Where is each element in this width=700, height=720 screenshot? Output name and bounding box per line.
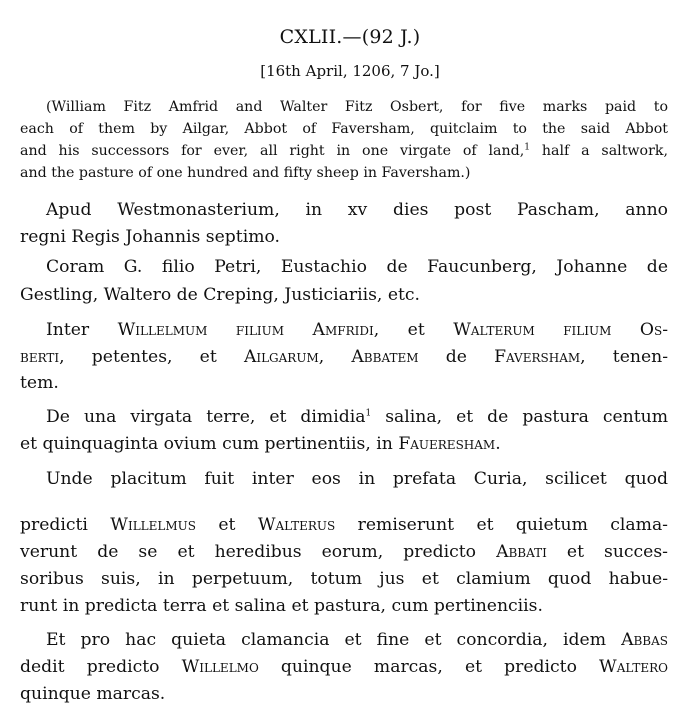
para3-line-3: tem. (20, 373, 59, 393)
para5-line-5: runt in predicta terra et salina et pastura, cum pertinenciis. (20, 596, 543, 616)
para4-l2-a: et quinquaginta ovium cum pertinentiis, in (20, 434, 399, 454)
para2-line-2: Gestling, Waltero de Creping, Justiciariis, etc. (20, 285, 420, 305)
para1-line-2: regni Regis Johannis septimo. (20, 227, 280, 247)
document-date: [16th April, 1206, 7 Jo.] (260, 62, 440, 80)
para3-line-1 (46, 317, 668, 344)
para5-l3-c: et succes- (546, 542, 668, 562)
para4-l2-c: . (495, 434, 501, 454)
place-faueresham: Faueresham (398, 434, 496, 454)
summary-line-2: each of them by Ailgar, Abbot of Faversham, quitclaim to the said Abbot (20, 121, 668, 137)
name-abbati: Abbati (496, 542, 547, 562)
name-walterum: Walterum filium Os- (453, 320, 668, 340)
summary-line-3 (20, 140, 668, 162)
para1-line-1: Apud Westmonasterium, in xv dies post Pascham, anno (46, 200, 668, 220)
para3-l1-a: Inter (46, 320, 118, 340)
para3-l2-d: de (418, 347, 495, 367)
para5-line-2 (20, 512, 668, 539)
footnote-marker-2: 1 (365, 408, 372, 419)
para6-l2-a: dedit predicto (20, 657, 182, 677)
para3-l2-b: , petentes, et (59, 347, 244, 367)
para4-line-2 (20, 431, 501, 458)
summary-line-4: and the pasture of one hundred and fifty sheep in Faversham.) (20, 165, 471, 181)
para5-line-3 (20, 539, 668, 566)
para5-line-1: Unde placitum fuit inter eos in prefata Curia, scilicet quod (46, 469, 668, 489)
name-waltero: Waltero (599, 657, 669, 677)
para6-l2-c: quinque marcas, et predicto (258, 657, 600, 677)
name-ailgarum: Ailgarum, Abbatem (243, 347, 419, 367)
para4-line-1 (46, 404, 668, 431)
para6-line-3: quinque marcas. (20, 684, 166, 704)
name-berti: berti (20, 347, 60, 367)
summary-line-3-text: and his successors for ever, all right in one virgate of land, (20, 143, 525, 159)
para5-l3-a: verunt de se et heredibus eorum, predicto (20, 542, 497, 562)
footnote-marker: 1 (524, 142, 530, 153)
para3-l2-f: , tenen- (580, 347, 668, 367)
para6-line-2 (20, 654, 668, 681)
name-walterus: Walterus (257, 515, 336, 535)
para2-line-1: Coram G. filio Petri, Eustachio de Faucunberg, Johanne de (46, 257, 668, 277)
summary-line-1: (William Fitz Amfrid and Walter Fitz Osbert, for five marks paid to (46, 99, 668, 115)
name-willelmo: Willelmo (181, 657, 259, 677)
name-willelmus: Willelmus (110, 515, 196, 535)
document-title: CXLII.—(92 J.) (279, 26, 421, 48)
para5-l2-e: remiserunt et quietum clama- (335, 515, 668, 535)
para4-l1-a: De una virgata terre, et dimidia (46, 407, 366, 427)
summary-line-3-tail: half a saltwork, (541, 143, 668, 159)
place-faversham: Faversham (494, 347, 581, 367)
para3-l1-c: , et (373, 320, 454, 340)
name-willelmum: Willelmum filium Amfridi (117, 320, 374, 340)
para3-line-2 (20, 344, 668, 371)
para4-l1-b: salina, et de pastura centum (371, 407, 669, 427)
para5-line-4: soribus suis, in perpetuum, totum jus et clamium quod habue- (20, 569, 668, 589)
para5-l2-a: predicti (20, 515, 111, 535)
name-abbas: Abbas (621, 630, 668, 650)
para6-l1-a: Et pro hac quieta clamancia et fine et concordia, idem (46, 630, 622, 650)
para5-l2-c: et (196, 515, 258, 535)
para6-line-1 (46, 627, 668, 654)
